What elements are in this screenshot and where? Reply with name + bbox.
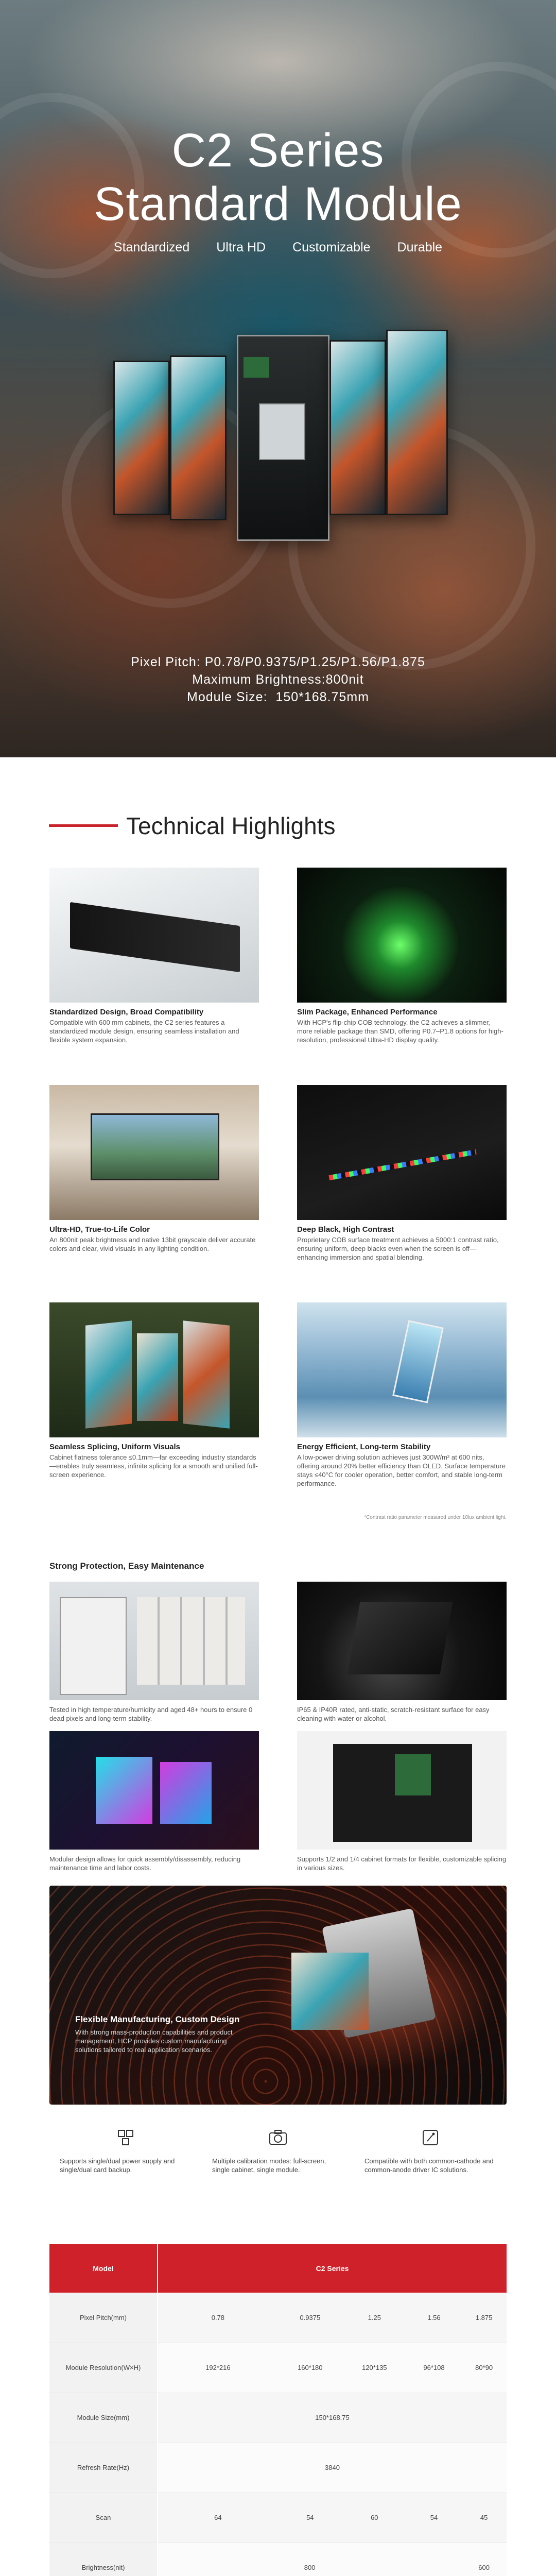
cell-value: 64: [158, 2493, 278, 2543]
row-label: Module Size(mm): [49, 2393, 158, 2443]
row-label: Brightness(nit): [49, 2543, 158, 2576]
hero-title-line1: C2 Series: [171, 124, 385, 177]
test-chamber-illustration: [137, 1597, 245, 1685]
cell-value: 192*216: [158, 2343, 278, 2393]
hero-banner: [0, 0, 556, 757]
row-label: Module Resolution(W×H): [49, 2343, 158, 2393]
card-image: [49, 1085, 259, 1220]
hero-tag: Durable: [397, 240, 443, 255]
card-image: [49, 868, 259, 1003]
cell-value: 54: [278, 2493, 342, 2543]
card-image: [297, 1302, 507, 1437]
cell-value: 96*108: [407, 2343, 461, 2393]
cell-value: 80*90: [461, 2343, 507, 2393]
spec-module-size: Module Size: 150*168.75mm: [187, 690, 369, 704]
table-row: [49, 2343, 507, 2393]
card-title: Energy Efficient, Long-term Stability: [297, 1443, 431, 1451]
card-image: [297, 868, 507, 1003]
cell-value: 3840: [158, 2443, 507, 2493]
cell-value: 45: [461, 2493, 507, 2543]
card-title: Seamless Splicing, Uniform Visuals: [49, 1443, 180, 1451]
card-description: An 800nit peak brightness and native 13bit grayscale deliver accurate colors and clear, vivid visuals in any lighting condition.: [49, 1236, 256, 1252]
tv-screen-illustration: [91, 1113, 219, 1180]
module-illustration: [160, 1762, 212, 1824]
cell-value: 800: [158, 2543, 461, 2576]
highlight-card-standardized: [49, 868, 259, 1044]
hero-spec-list: [0, 653, 556, 706]
manufacturing-description: With strong mass-production capabilities and product management, HCP provides custom manufacturing solutions tailored to real application scenarios.: [75, 2028, 233, 2054]
protection-title: Strong Protection, Easy Maintenance: [49, 1561, 204, 1571]
feature-item: [49, 2128, 202, 2174]
feature-text: Compatible with both common-cathode and common-anode driver IC solutions.: [364, 2157, 494, 2174]
cell-value: 60: [342, 2493, 407, 2543]
card-title: Standardized Design, Broad Compatibility: [49, 1008, 204, 1016]
highlight-card-deep-black: [297, 1085, 507, 1262]
display-panel: [329, 340, 386, 515]
hero-tag-list: [0, 240, 556, 255]
cell-value: 0.78: [158, 2293, 278, 2343]
card-description: Tested in high temperature/humidity and aged 48+ hours to ensure 0 dead pixels and long-term stability.: [49, 1706, 253, 1722]
test-chamber-illustration: [60, 1597, 127, 1695]
chip-tool-icon: [421, 2128, 440, 2147]
cell-value: 160*180: [278, 2343, 342, 2393]
dual-module-icon: [116, 2128, 135, 2147]
card-image: [49, 1731, 259, 1850]
table-row: [49, 2393, 507, 2443]
spec-table: [49, 2244, 507, 2576]
card-title: Deep Black, High Contrast: [297, 1225, 394, 1234]
protection-card-aging-test: [49, 1582, 259, 1723]
table-header-model: Model: [49, 2244, 158, 2293]
card-description: Proprietary COB surface treatment achieves a 5000:1 contrast ratio, ensuring uniform, deep blacks even when the screen is off—enhancing immersion and spatial blending.: [297, 1236, 499, 1261]
display-panel: [113, 361, 170, 515]
hero-title: [0, 124, 556, 231]
cabinet-illustration: [333, 1744, 472, 1842]
hero-tag: Ultra HD: [216, 240, 266, 255]
protection-card-modular: [49, 1731, 259, 1872]
cell-value: 1.56: [407, 2293, 461, 2343]
card-description: IP65 & IP40R rated, anti-static, scratch-resistant surface for easy cleaning with water or alcohol.: [297, 1706, 490, 1722]
cabinet-back-panel: [237, 335, 329, 541]
display-panel: [170, 355, 227, 520]
cell-value: 0.9375: [278, 2293, 342, 2343]
card-description: With HCP's flip-chip COB technology, the C2 achieves a slimmer, more reliable package than SMD, offering P0.7–P1.8 options for high-resolution, professional Ultra-HD display quality.: [297, 1019, 503, 1044]
protection-card-ip-rated: [297, 1582, 507, 1723]
spec-pixel-pitch: Pixel Pitch: P0.78/P0.9375/P1.25/P1.56/P1.875: [131, 655, 425, 669]
circuit-board: [395, 1754, 431, 1795]
card-title: Ultra-HD, True-to-Life Color: [49, 1225, 150, 1234]
camera-icon: [268, 2128, 288, 2147]
manufacturing-banner: [49, 1886, 507, 2105]
highlight-card-seamless-splicing: [49, 1302, 259, 1479]
hero-tag: Customizable: [292, 240, 371, 255]
cell-value: 120*135: [342, 2343, 407, 2393]
table-row: [49, 2543, 507, 2576]
spec-brightness: Maximum Brightness:800nit: [192, 672, 364, 687]
table-row: [49, 2493, 507, 2543]
module-panel-illustration: [70, 902, 240, 972]
display-panel: [183, 1320, 230, 1428]
table-row: [49, 2443, 507, 2493]
control-box: [259, 403, 305, 460]
table-header-series: C2 Series: [158, 2244, 507, 2293]
circuit-board: [244, 357, 269, 378]
module-illustration: [96, 1757, 152, 1824]
highlight-card-slim-package: [297, 868, 507, 1044]
cell-value: 150*168.75: [158, 2393, 507, 2443]
card-image: [49, 1302, 259, 1437]
card-image: [297, 1085, 507, 1220]
cell-value: 600: [461, 2543, 507, 2576]
feature-list: [49, 2128, 507, 2174]
cell-value: 54: [407, 2493, 461, 2543]
display-panel: [392, 1320, 444, 1403]
section-title: Technical Highlights: [126, 812, 336, 839]
highlight-card-energy-efficient: [297, 1302, 507, 1488]
cell-value: 1.25: [342, 2293, 407, 2343]
feature-item: [202, 2128, 354, 2174]
led-module-product-image: [103, 319, 453, 536]
technical-highlights-header: [0, 757, 556, 860]
hero-title-line2: Standard Module: [94, 178, 462, 230]
highlights-grid: [0, 860, 556, 2200]
display-panel: [85, 1320, 132, 1428]
table-row: [49, 2293, 507, 2343]
contrast-footnote: *Contrast ratio parameter measured under 10lux ambient light.: [364, 1515, 507, 1520]
card-description: Compatible with 600 mm cabinets, the C2 series features a standardized module design, ensuring seamless installation and flexible system expansion.: [49, 1019, 239, 1044]
card-description: Modular design allows for quick assembly/disassembly, reducing maintenance time and labor costs.: [49, 1855, 241, 1872]
highlight-card-ultra-hd: [49, 1085, 259, 1253]
display-panel: [137, 1333, 178, 1421]
display-panel: [386, 330, 448, 515]
table-header-row: [49, 2244, 507, 2293]
feature-text: Multiple calibration modes: full-screen, single cabinet, single module.: [212, 2157, 326, 2174]
panel-water-splash-illustration: [348, 1602, 453, 1674]
manufacturing-title: Flexible Manufacturing, Custom Design: [75, 2014, 240, 2024]
protection-card-cabinet-formats: [297, 1731, 507, 1872]
hero-tag: Standardized: [113, 240, 190, 255]
rgb-pixel-row-illustration: [328, 1149, 476, 1180]
row-label: Pixel Pitch(mm): [49, 2293, 158, 2343]
feature-item: [354, 2128, 507, 2174]
accent-line: [49, 824, 118, 827]
display-panel: [291, 1953, 369, 2030]
card-image: [297, 1582, 507, 1700]
row-label: Scan: [49, 2493, 158, 2543]
card-image: [49, 1582, 259, 1700]
card-description: Supports 1/2 and 1/4 cabinet formats for flexible, customizable splicing in various sizes.: [297, 1855, 507, 1872]
card-description: Cabinet flatness tolerance ≤0.1mm—far exceeding industry standards—enables truly seamless, infinite splicing for a smooth and unified full-screen experience.: [49, 1453, 258, 1479]
cell-value: 1.875: [461, 2293, 507, 2343]
feature-text: Supports single/dual power supply and single/dual card backup.: [60, 2157, 175, 2174]
card-image: [297, 1731, 507, 1850]
row-label: Refresh Rate(Hz): [49, 2443, 158, 2493]
card-description: A low-power driving solution achieves just 300W/m² at 600 nits, offering around 20% better efficiency than OLED. Surface temperature stays ≤40°C for cooler operation, better comfort, and stable long-term performance.: [297, 1453, 506, 1487]
card-title: Slim Package, Enhanced Performance: [297, 1008, 438, 1016]
